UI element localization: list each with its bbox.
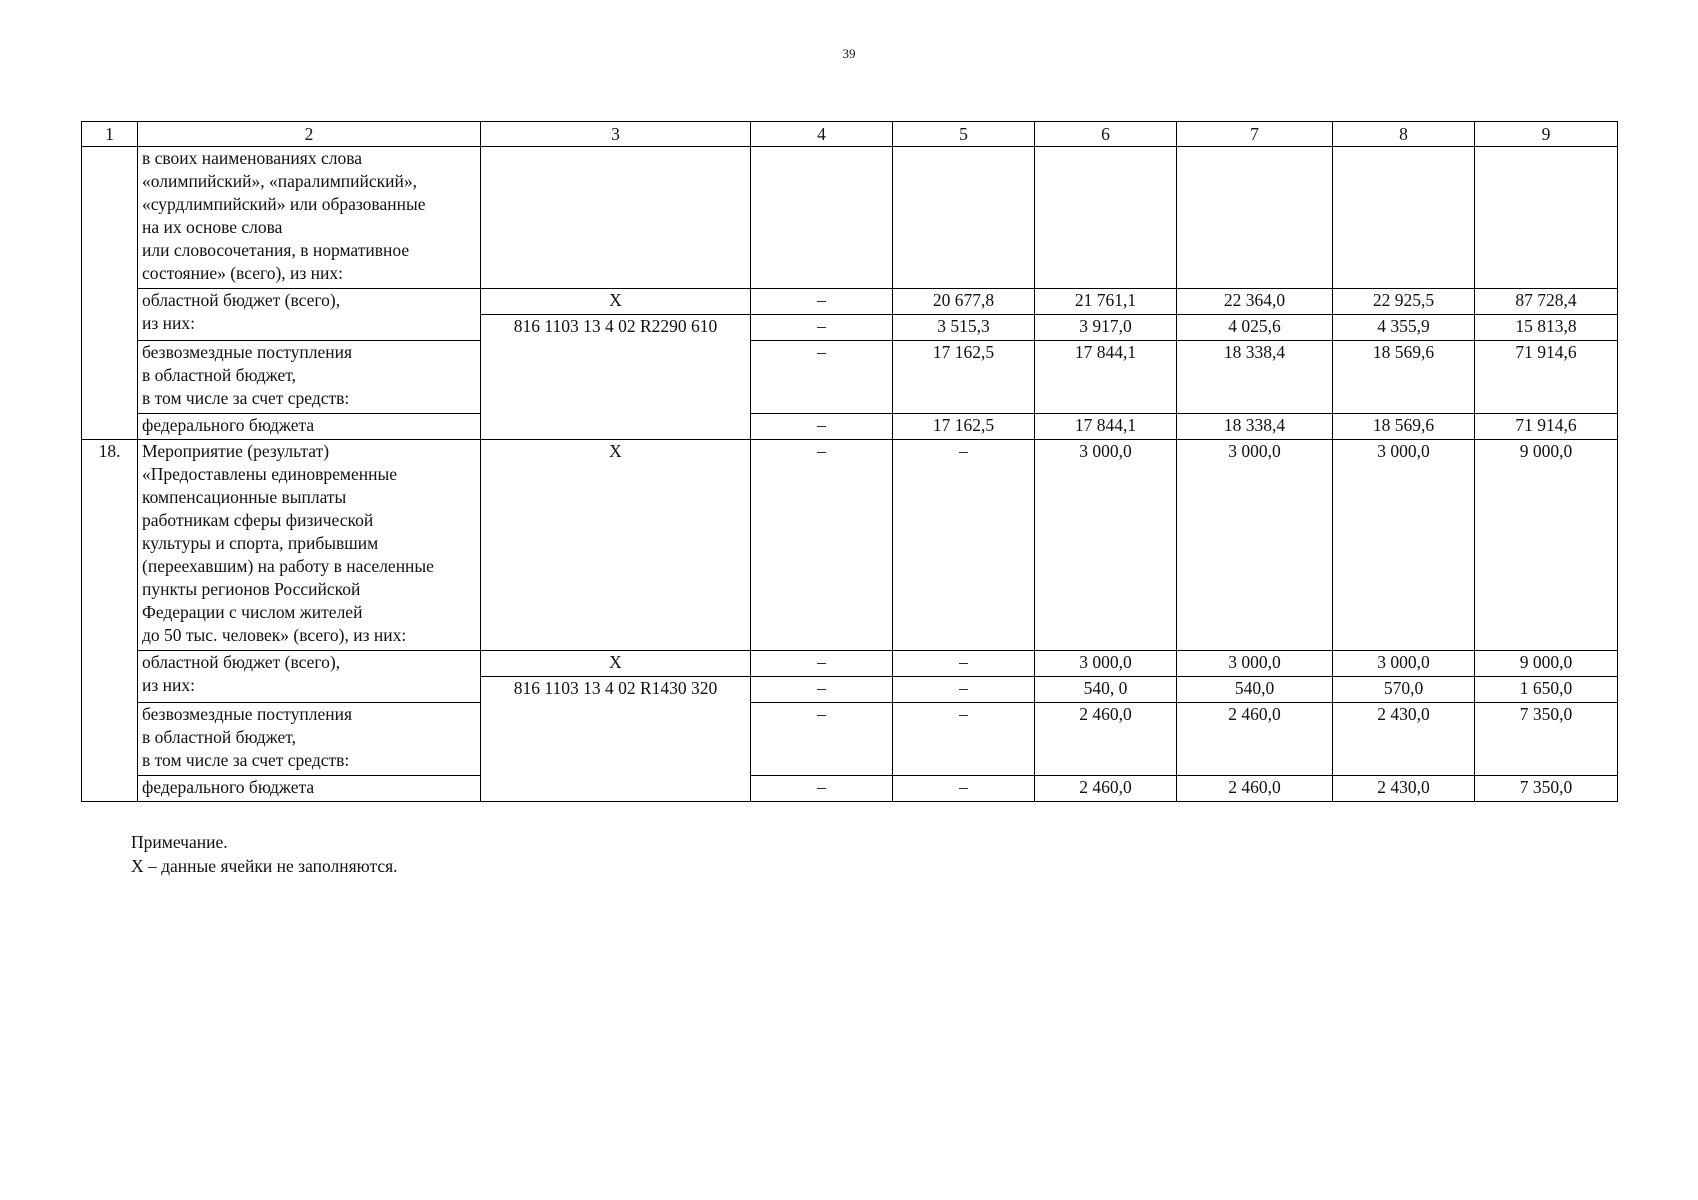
value-cell: 3 000,0 xyxy=(1035,440,1177,651)
value-cell: 18 569,6 xyxy=(1333,341,1475,414)
label-line: в областной бюджет, xyxy=(142,365,296,385)
federal-label: федерального бюджета xyxy=(138,776,481,802)
budget-table xyxy=(81,121,1618,802)
empty-cell xyxy=(893,147,1035,289)
header-cell: 4 xyxy=(751,122,893,147)
federal-label: федерального бюджета xyxy=(138,414,481,440)
empty-cell xyxy=(1177,147,1333,289)
empty-cell xyxy=(1475,147,1618,289)
value-cell: 71 914,6 xyxy=(1475,414,1618,440)
value-cell: – xyxy=(751,341,893,414)
value-cell: 7 350,0 xyxy=(1475,776,1618,802)
value-cell: 3 000,0 xyxy=(1035,651,1177,677)
value-cell: 2 460,0 xyxy=(1035,776,1177,802)
value-cell: 71 914,6 xyxy=(1475,341,1618,414)
value-cell: 2 460,0 xyxy=(1035,703,1177,776)
regional-label xyxy=(138,651,481,703)
label-line: безвозмездные поступления xyxy=(142,704,353,724)
table-row xyxy=(82,440,1618,651)
value-cell: 3 515,3 xyxy=(893,315,1035,341)
footnote xyxy=(131,830,398,878)
value-cell: 18 338,4 xyxy=(1177,341,1333,414)
header-cell: 2 xyxy=(138,122,481,147)
title-line: культуры и спорта, прибывшим xyxy=(142,533,379,553)
value-cell: – xyxy=(751,651,893,677)
label-line: областной бюджет (всего), xyxy=(142,290,341,310)
value-cell: 2 430,0 xyxy=(1333,703,1475,776)
title-line: до 50 тыс. человек» (всего), из них: xyxy=(142,625,407,645)
value-cell: 3 917,0 xyxy=(1035,315,1177,341)
label-line: в том числе за счет средств: xyxy=(142,750,350,770)
value-cell: – xyxy=(751,703,893,776)
value-cell: 20 677,8 xyxy=(893,289,1035,315)
kbk-code: 816 1103 13 4 02 R1430 320 xyxy=(481,677,751,802)
value-cell: – xyxy=(751,315,893,341)
header-cell: 6 xyxy=(1035,122,1177,147)
empty-cell xyxy=(481,147,751,289)
title-line: работникам сферы физической xyxy=(142,510,374,530)
header-cell: 5 xyxy=(893,122,1035,147)
empty-cell xyxy=(1333,147,1475,289)
value-cell: 18 338,4 xyxy=(1177,414,1333,440)
value-cell: – xyxy=(893,651,1035,677)
value-cell: – xyxy=(751,440,893,651)
value-cell: 2 460,0 xyxy=(1177,776,1333,802)
title-line: «Предоставлены единовременные xyxy=(142,464,397,484)
label-line: из них: xyxy=(142,675,195,695)
title-line: состояние» (всего), из них: xyxy=(142,263,344,283)
value-cell: – xyxy=(751,289,893,315)
title-line: или словосочетания, в нормативное xyxy=(142,240,410,260)
empty-cell xyxy=(1035,147,1177,289)
measure-title xyxy=(138,147,481,289)
value-cell: 3 000,0 xyxy=(1333,651,1475,677)
header-cell: 9 xyxy=(1475,122,1618,147)
table-row xyxy=(82,147,1618,289)
table-row xyxy=(82,414,1618,440)
code-cell: X xyxy=(481,440,751,651)
value-cell: 7 350,0 xyxy=(1475,703,1618,776)
value-cell: – xyxy=(893,776,1035,802)
table-row xyxy=(82,651,1618,677)
title-line: пункты регионов Российской xyxy=(142,579,361,599)
header-row xyxy=(82,122,1618,147)
title-line: в своих наименованиях слова xyxy=(142,148,362,168)
value-cell: – xyxy=(893,703,1035,776)
title-line: «олимпийский», «паралимпийский», xyxy=(142,171,417,191)
header-cell: 7 xyxy=(1177,122,1333,147)
empty-cell xyxy=(751,147,893,289)
row-number: 18. xyxy=(82,440,138,802)
value-cell: – xyxy=(893,677,1035,703)
title-line: «сурдлимпийский» или образованные xyxy=(142,194,426,214)
value-cell: 3 000,0 xyxy=(1177,440,1333,651)
value-cell: 2 430,0 xyxy=(1333,776,1475,802)
value-cell: 3 000,0 xyxy=(1333,440,1475,651)
title-line: (переехавшим) на работу в населенные xyxy=(142,556,434,576)
grants-label xyxy=(138,703,481,776)
value-cell: 9 000,0 xyxy=(1475,651,1618,677)
title-line: на их основе слова xyxy=(142,217,283,237)
value-cell: 4 355,9 xyxy=(1333,315,1475,341)
value-cell: – xyxy=(751,776,893,802)
table-row xyxy=(82,289,1618,315)
row-number-cell xyxy=(82,147,138,440)
value-cell: 17 844,1 xyxy=(1035,414,1177,440)
value-cell: 17 844,1 xyxy=(1035,341,1177,414)
value-cell: 3 000,0 xyxy=(1177,651,1333,677)
value-cell: – xyxy=(751,677,893,703)
grants-label xyxy=(138,341,481,414)
value-cell: 21 761,1 xyxy=(1035,289,1177,315)
label-line: безвозмездные поступления xyxy=(142,342,353,362)
table-row xyxy=(82,703,1618,776)
value-cell: 1 650,0 xyxy=(1475,677,1618,703)
value-cell: 540, 0 xyxy=(1035,677,1177,703)
code-cell: X xyxy=(481,651,751,677)
note-text: X – данные ячейки не заполняются. xyxy=(131,856,398,876)
header-cell: 3 xyxy=(481,122,751,147)
kbk-code: 816 1103 13 4 02 R2290 610 xyxy=(481,315,751,440)
table-row xyxy=(82,341,1618,414)
label-line: в том числе за счет средств: xyxy=(142,388,350,408)
value-cell: 22 925,5 xyxy=(1333,289,1475,315)
note-title: Примечание. xyxy=(131,832,228,852)
header-cell: 8 xyxy=(1333,122,1475,147)
value-cell: – xyxy=(893,440,1035,651)
value-cell: 87 728,4 xyxy=(1475,289,1618,315)
value-cell: 22 364,0 xyxy=(1177,289,1333,315)
value-cell: 17 162,5 xyxy=(893,341,1035,414)
value-cell: 4 025,6 xyxy=(1177,315,1333,341)
code-cell: X xyxy=(481,289,751,315)
value-cell: 15 813,8 xyxy=(1475,315,1618,341)
value-cell: 9 000,0 xyxy=(1475,440,1618,651)
value-cell: 540,0 xyxy=(1177,677,1333,703)
page-number: 39 xyxy=(842,46,856,61)
label-line: из них: xyxy=(142,313,195,333)
value-cell: 2 460,0 xyxy=(1177,703,1333,776)
table-row xyxy=(82,776,1618,802)
value-cell: 17 162,5 xyxy=(893,414,1035,440)
regional-label xyxy=(138,289,481,341)
title-line: Мероприятие (результат) xyxy=(142,441,330,461)
measure-title xyxy=(138,440,481,651)
value-cell: – xyxy=(751,414,893,440)
label-line: областной бюджет (всего), xyxy=(142,652,341,672)
header-cell: 1 xyxy=(82,122,138,147)
value-cell: 570,0 xyxy=(1333,677,1475,703)
value-cell: 18 569,6 xyxy=(1333,414,1475,440)
label-line: в областной бюджет, xyxy=(142,727,296,747)
title-line: Федерации с числом жителей xyxy=(142,602,363,622)
title-line: компенсационные выплаты xyxy=(142,487,347,507)
